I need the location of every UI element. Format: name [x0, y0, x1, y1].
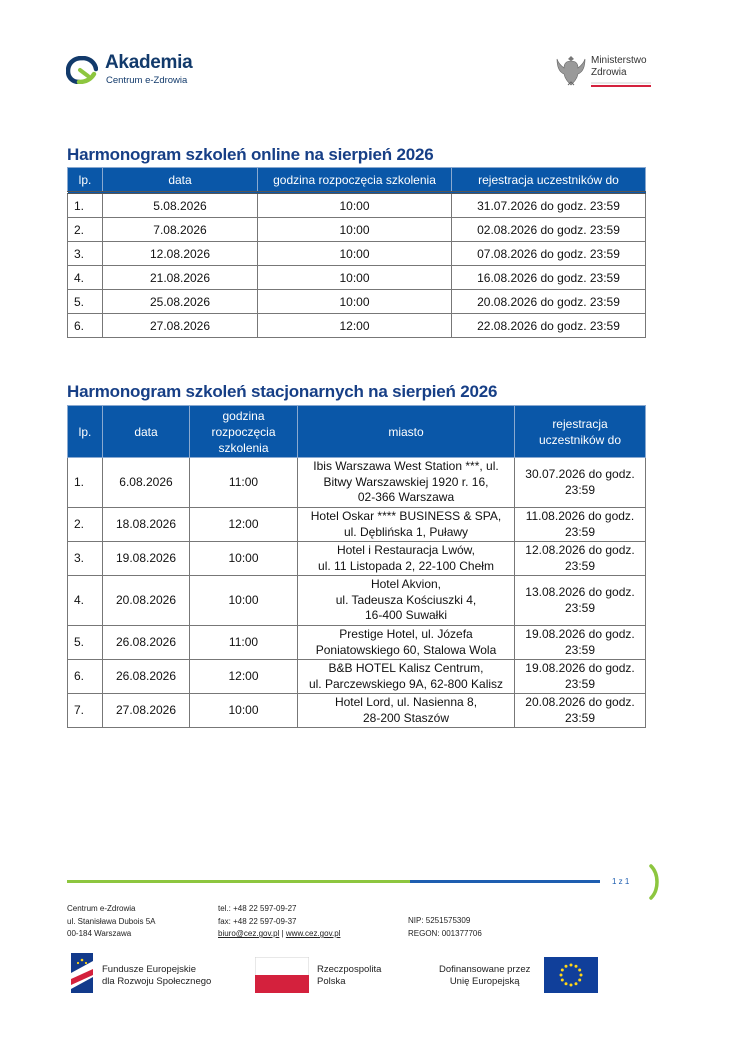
table-cell: 20.08.2026 [103, 576, 190, 626]
table-cell: 10:00 [258, 218, 452, 242]
ministry-line1: Ministerstwo [591, 55, 647, 66]
table-row [68, 458, 646, 508]
table-cell: 19.08.2026 do godz. 23:59 [515, 660, 646, 694]
fundusze-europejskie-icon [67, 951, 97, 995]
table-cell: 10:00 [190, 576, 298, 626]
table-cell: 4. [68, 576, 103, 626]
eagle-emblem-icon [556, 52, 586, 88]
table-cell: 10:00 [190, 694, 298, 728]
akademia-logo [66, 52, 226, 88]
table-cell: 16.08.2026 do godz. 23:59 [452, 266, 646, 290]
table-cell: 4. [68, 266, 103, 290]
table-cell: 6. [68, 314, 103, 338]
eu-label: Dofinansowane przez Unię Europejską [439, 964, 531, 987]
table-cell: 18.08.2026 [103, 508, 190, 542]
table-cell: 10:00 [258, 266, 452, 290]
table-cell: 12:00 [258, 314, 452, 338]
column-header: data [103, 168, 258, 193]
footer-nip: NIP: 5251575309 [408, 916, 471, 925]
table-cell: 30.07.2026 do godz. 23:59 [515, 458, 646, 508]
akademia-mark-icon [66, 56, 98, 84]
table-cell: 2. [68, 218, 103, 242]
table-cell: 6. [68, 660, 103, 694]
link-separator: | [281, 929, 284, 938]
email-link[interactable]: biuro@cez.gov.pl [218, 929, 280, 938]
eu-flag-icon [544, 957, 598, 993]
table-row [68, 576, 646, 626]
table-cell: 7.08.2026 [103, 218, 258, 242]
footer-rule-blue [410, 880, 600, 883]
table-cell: Hotel i Restauracja Lwów, ul. 11 Listopada 2, 22-100 Chełm [298, 542, 515, 576]
column-header: data [103, 406, 190, 458]
table-cell: Hotel Akvion, ul. Tadeusza Kościuszki 4, 16-400 Suwałki [298, 576, 515, 626]
column-header: rejestracja uczestników do [452, 168, 646, 193]
rp-label: Rzeczpospolita Polska [317, 964, 382, 987]
table-cell: 12:00 [190, 508, 298, 542]
table-row [68, 542, 646, 576]
table-cell: 27.08.2026 [103, 694, 190, 728]
table-cell: 6.08.2026 [103, 458, 190, 508]
footer-registry [408, 915, 482, 940]
table-cell: 3. [68, 242, 103, 266]
column-header: lp. [68, 406, 103, 458]
polish-flag-icon [255, 957, 309, 993]
footer-fax: fax: +48 22 597-09-37 [218, 916, 297, 926]
footer-regon: REGON: 001377706 [408, 928, 482, 938]
table-row [68, 314, 646, 338]
table-cell: 10:00 [258, 290, 452, 314]
table-cell: 13.08.2026 do godz. 23:59 [515, 576, 646, 626]
table-row [68, 694, 646, 728]
table-cell: 7. [68, 694, 103, 728]
table-cell: Prestige Hotel, ul. Józefa Poniatowskiego 60, Stalowa Wola [298, 626, 515, 660]
online-schedule-table [67, 167, 646, 338]
funding-logos [67, 951, 607, 997]
table-cell: 11:00 [190, 458, 298, 508]
table-cell: 11:00 [190, 626, 298, 660]
column-header: lp. [68, 168, 103, 193]
table-cell: 10:00 [258, 193, 452, 218]
flag-rule-red [591, 85, 651, 87]
table-cell: 27.08.2026 [103, 314, 258, 338]
table-cell: 12.08.2026 [103, 242, 258, 266]
table-cell: 20.08.2026 do godz. 23:59 [515, 694, 646, 728]
logo-subtitle: Centrum e-Zdrowia [106, 75, 188, 86]
column-header: godzina rozpoczęcia szkolenia [190, 406, 298, 458]
table-cell: 26.08.2026 [103, 660, 190, 694]
bracket-decoration-icon [648, 864, 662, 900]
footer-rule-green [67, 880, 410, 883]
table-cell: 5. [68, 290, 103, 314]
online-schedule-title: Harmonogram szkoleń online na sierpień 2026 [67, 145, 434, 164]
table-cell: 2. [68, 508, 103, 542]
table-cell: 10:00 [190, 542, 298, 576]
website-link[interactable]: www.cez.gov.pl [285, 929, 341, 938]
table-cell: 12:00 [190, 660, 298, 694]
table-row [68, 508, 646, 542]
table-row [68, 266, 646, 290]
page-number: 1 z 1 [612, 877, 630, 886]
table-cell: 21.08.2026 [103, 266, 258, 290]
table-cell: 19.08.2026 [103, 542, 190, 576]
table-cell: 5. [68, 626, 103, 660]
table-cell: 20.08.2026 do godz. 23:59 [452, 290, 646, 314]
table-cell: 10:00 [258, 242, 452, 266]
logo-title: Akademia [105, 52, 193, 73]
table-row [68, 626, 646, 660]
table-cell: 11.08.2026 do godz. 23:59 [515, 508, 646, 542]
table-row [68, 660, 646, 694]
table-cell: 3. [68, 542, 103, 576]
table-row [68, 218, 646, 242]
table-cell: 1. [68, 193, 103, 218]
stationary-schedule-title: Harmonogram szkoleń stacjonarnych na sierpień 2026 [67, 382, 498, 401]
footer-address: Centrum e-Zdrowia ul. Stanisława Dubois 5A 00-184 Warszawa [67, 904, 156, 938]
table-cell: Hotel Oskar **** BUSINESS & SPA, ul. Dęblińska 1, Puławy [298, 508, 515, 542]
table-cell: Hotel Lord, ul. Nasienna 8, 28-200 Staszów [298, 694, 515, 728]
flag-rule-white [591, 82, 651, 84]
table-cell: 26.08.2026 [103, 626, 190, 660]
table-cell: 5.08.2026 [103, 193, 258, 218]
table-cell: 1. [68, 458, 103, 508]
ministry-line2: Zdrowia [591, 67, 627, 78]
table-header-row [68, 168, 646, 193]
table-cell: 22.08.2026 do godz. 23:59 [452, 314, 646, 338]
table-cell: 12.08.2026 do godz. 23:59 [515, 542, 646, 576]
table-cell: 02.08.2026 do godz. 23:59 [452, 218, 646, 242]
table-cell: 19.08.2026 do godz. 23:59 [515, 626, 646, 660]
table-row [68, 242, 646, 266]
fe-label: Fundusze Europejskie dla Rozwoju Społecznego [102, 964, 212, 987]
table-row [68, 193, 646, 218]
footer-tel: tel.: +48 22 597-09-27 [218, 904, 297, 913]
column-header: rejestracja uczestników do [515, 406, 646, 458]
table-header-row [68, 406, 646, 458]
table-row [68, 290, 646, 314]
table-cell: 31.07.2026 do godz. 23:59 [452, 193, 646, 218]
table-cell: Ibis Warszawa West Station ***, ul. Bitwy Warszawskiej 1920 r. 16, 02-366 Warszawa [298, 458, 515, 508]
table-cell: 07.08.2026 do godz. 23:59 [452, 242, 646, 266]
table-cell: 25.08.2026 [103, 290, 258, 314]
column-header: miasto [298, 406, 515, 458]
column-header: godzina rozpoczęcia szkolenia [258, 168, 452, 193]
ministry-logo [556, 52, 666, 92]
stationary-schedule-table [67, 405, 646, 728]
table-cell: B&B HOTEL Kalisz Centrum, ul. Parczewskiego 9A, 62-800 Kalisz [298, 660, 515, 694]
footer-contact [218, 903, 340, 941]
